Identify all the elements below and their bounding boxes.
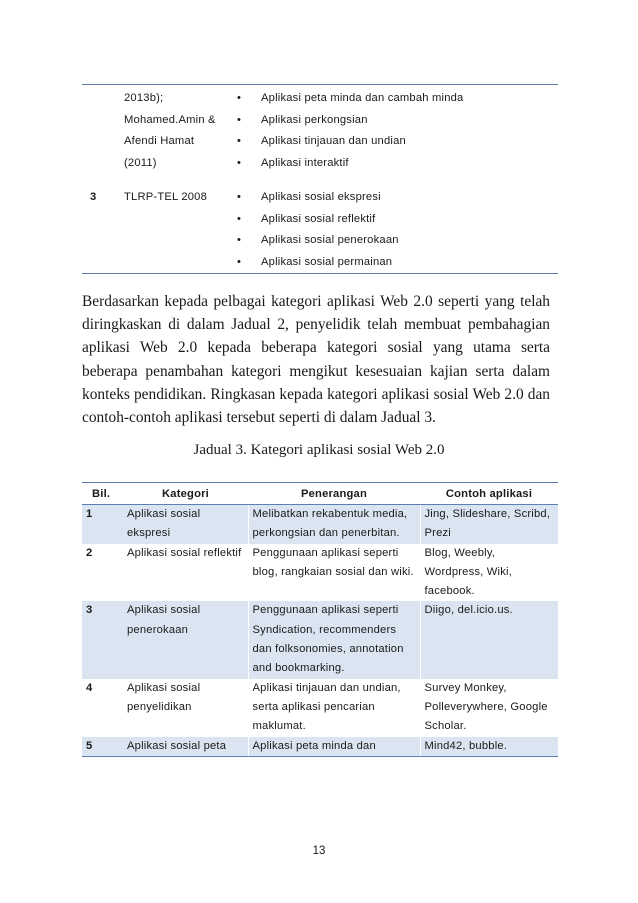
cell-kategori: Aplikasi sosial peta [123, 737, 248, 757]
table-caption: Jadual 3. Kategori aplikasi sosial Web 2.0 [193, 442, 445, 458]
table-bottom-rule [82, 273, 558, 274]
cell-contoh: Mind42, bubble. [420, 737, 558, 757]
list-item: • Aplikasi peta minda dan cambah minda [235, 88, 463, 110]
source-cell: TLRP-TEL 2008 [124, 191, 208, 203]
list-item: • Aplikasi sosial reflektif [235, 209, 399, 231]
cell-bil: 2 [86, 546, 93, 559]
cell-kategori: Aplikasi sosial penyelidikan [123, 679, 248, 737]
col-header-bil: Bil. [82, 483, 123, 505]
cell-penerangan: Penggunaan aplikasi seperti Syndication, recommenders dan folksonomies, annotation and bookmarking. [248, 601, 420, 678]
source-line: Mohamed.Amin & [124, 113, 216, 126]
bullet-icon: • [237, 255, 242, 268]
bullet-icon: • [237, 92, 242, 104]
list-item: • Aplikasi tinjauan dan undian [235, 131, 463, 153]
cell-contoh: Diigo, del.icio.us. [420, 601, 558, 678]
table-row [82, 544, 558, 602]
cell-kategori: Aplikasi sosial ekspresi [123, 505, 248, 544]
list-item: • Aplikasi sosial ekspresi [235, 187, 399, 209]
source-line: Afendi Hamat [124, 135, 195, 147]
bullet-icon: • [237, 113, 242, 126]
cell-bil: 5 [82, 737, 123, 757]
bullet-icon: • [237, 156, 242, 169]
cell-bil: 3 [82, 601, 123, 678]
table-row [82, 601, 558, 678]
col-header-contoh: Contoh aplikasi [420, 483, 558, 505]
table-top-rule [82, 84, 558, 85]
page-number: 13 [312, 845, 326, 857]
bullet-icon: • [237, 234, 242, 246]
list-item: • Aplikasi sosial permainan [235, 252, 399, 274]
cell-penerangan: Penggunaan aplikasi seperti blog, rangkaian sosial dan wiki. [248, 544, 420, 602]
bullet-icon: • [237, 212, 242, 225]
col-header-kategori: Kategori [123, 483, 248, 505]
cell-penerangan: Aplikasi peta minda dan [248, 737, 420, 757]
list-item: • Aplikasi sosial penerokaan [235, 230, 399, 252]
cell-kategori: Aplikasi sosial reflektif [123, 544, 248, 602]
cell-bil: 1 [82, 505, 123, 544]
bullet-icon: • [237, 191, 242, 203]
col-header-penerangan: Penerangan [248, 483, 420, 505]
body-paragraph: Berdasarkan kepada pelbagai kategori aplikasi Web 2.0 seperti yang telah diringkaskan di dalam Jadual 2, penyelidik telah membuat pembahagian aplikasi Web 2.0 kepada beberapa kategori sosial yang utama serta beberapa penambahan kategori mengikut kesesuaian kajian serta dalam konteks pendidikan. Ringkasan kepada kategori aplikasi sosial Web 2.0 dan contoh-contoh aplikasi tersebut seperti di dalam Jadual 3. [82, 293, 550, 427]
source-cell-prev [124, 88, 216, 174]
table-row [82, 737, 558, 757]
table-header-row [82, 483, 558, 505]
list-item: • Aplikasi interaktif [235, 153, 463, 175]
bullet-list-prev [235, 88, 463, 174]
bullet-list-row3 [235, 187, 399, 273]
source-line: 2013b); [124, 92, 164, 104]
row-number: 3 [90, 191, 97, 203]
cell-contoh: Survey Monkey, Polleverywhere, Google Scholar. [424, 681, 548, 733]
cell-penerangan: Aplikasi tinjauan dan undian, serta aplikasi pencarian maklumat. [248, 679, 420, 737]
cell-kategori: Aplikasi sosial penerokaan [123, 601, 248, 678]
table-row [82, 679, 558, 737]
cell-penerangan: Melibatkan rekabentuk media, perkongsian dan penerbitan. [248, 505, 420, 544]
table-3 [82, 482, 558, 757]
table-row [82, 505, 558, 544]
bullet-icon: • [237, 135, 242, 147]
cell-contoh: Jing, Slideshare, Scribd, Prezi [420, 505, 558, 544]
list-item: • Aplikasi perkongsian [235, 110, 463, 132]
cell-contoh: Blog, Weebly, Wordpress, Wiki, facebook. [424, 546, 513, 598]
cell-bil: 4 [86, 681, 93, 694]
source-line: (2011) [124, 156, 157, 169]
